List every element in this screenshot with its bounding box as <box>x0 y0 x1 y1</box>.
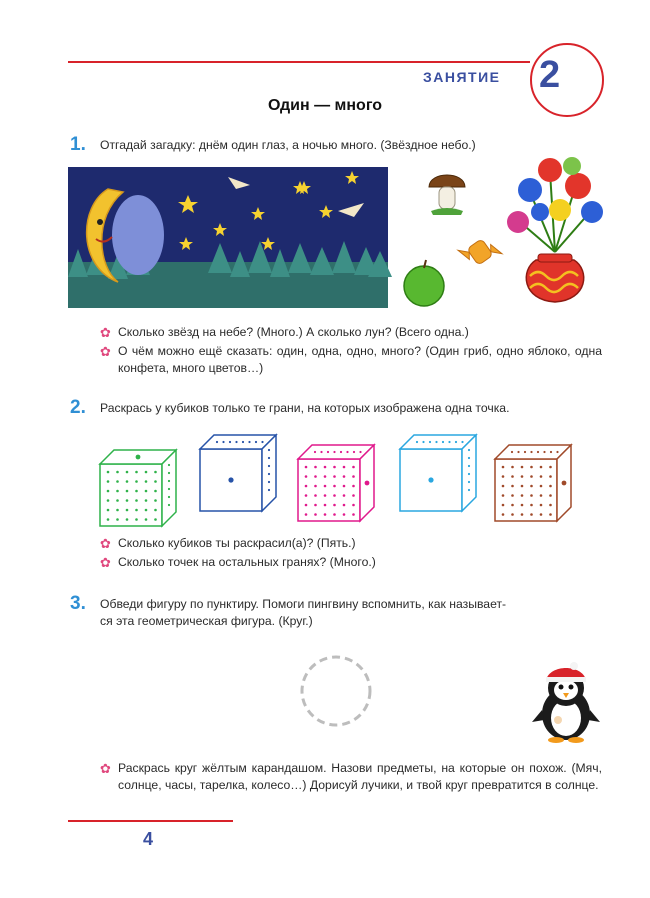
flower-bullet-icon: ✿ <box>100 344 111 359</box>
task-1-bullet-1: ✿ Сколько звёзд на небе? (Много.) А сколько лун? (Всего одна.) <box>100 325 469 340</box>
dice-cube[interactable] <box>100 450 176 526</box>
task-1-text: Отгадай загадку: днём один глаз, а ночью много. (Звёздное небо.) <box>100 138 476 152</box>
flower-vase-image <box>500 152 610 304</box>
task-3-text-line-2: ся эта геометрическая фигура. (Круг.) <box>100 614 313 628</box>
apple-image <box>402 258 446 308</box>
page-number: 4 <box>143 829 154 849</box>
flower-bullet-icon: ✿ <box>100 761 111 776</box>
flower-bullet-icon: ✿ <box>100 536 111 551</box>
dice-cube[interactable] <box>298 445 374 521</box>
task-1-number: 1. <box>70 134 86 155</box>
dotted-circle[interactable] <box>298 653 374 729</box>
task-3-bullet-1: ✿ Раскрась круг жёлтым карандашом. Назови предметы, на которые он похож. (Мяч, солнце, часы, тарелка, колесо…) Дорисуй лучики, и твой круг превратится в солнце. <box>100 761 602 792</box>
task-2-text: Раскрась у кубиков только те грани, на которых изображена одна точка. <box>100 401 510 415</box>
task-3-text-line-1: Обведи фигуру по пунктиру. Помоги пингвину вспомнить, как называет- <box>100 597 507 611</box>
task-1-bullet-2: ✿ О чём можно ещё сказать: один, одна, одно, много? (Один гриб, одно яблоко, одна конфета, много цветов…) <box>100 344 602 375</box>
task-2-bullet-2: ✿ Сколько точек на остальных гранях? (Много.) <box>100 555 376 570</box>
task-2-number: 2. <box>70 397 86 418</box>
mushroom-image <box>425 165 469 217</box>
page-title: Один — много <box>267 97 383 114</box>
flower-bullet-icon: ✿ <box>100 325 111 340</box>
footer-rule <box>68 820 233 822</box>
candy-image <box>463 228 497 276</box>
dice-cube[interactable] <box>495 445 571 521</box>
lesson-number: 2 <box>539 54 561 96</box>
dice-cubes <box>95 430 575 520</box>
lesson-label: ЗАНЯТИЕ <box>423 69 501 85</box>
task-2-bullet-1: ✿ Сколько кубиков ты раскрасил(а)? (Пять.) <box>100 536 356 551</box>
task-3-number: 3. <box>70 593 86 614</box>
header-rule <box>68 61 530 63</box>
night-sky-illustration <box>68 167 388 308</box>
flower-bullet-icon: ✿ <box>100 555 111 570</box>
dice-cube[interactable] <box>200 435 276 511</box>
dice-cube[interactable] <box>400 435 476 511</box>
penguin-image <box>526 662 606 744</box>
